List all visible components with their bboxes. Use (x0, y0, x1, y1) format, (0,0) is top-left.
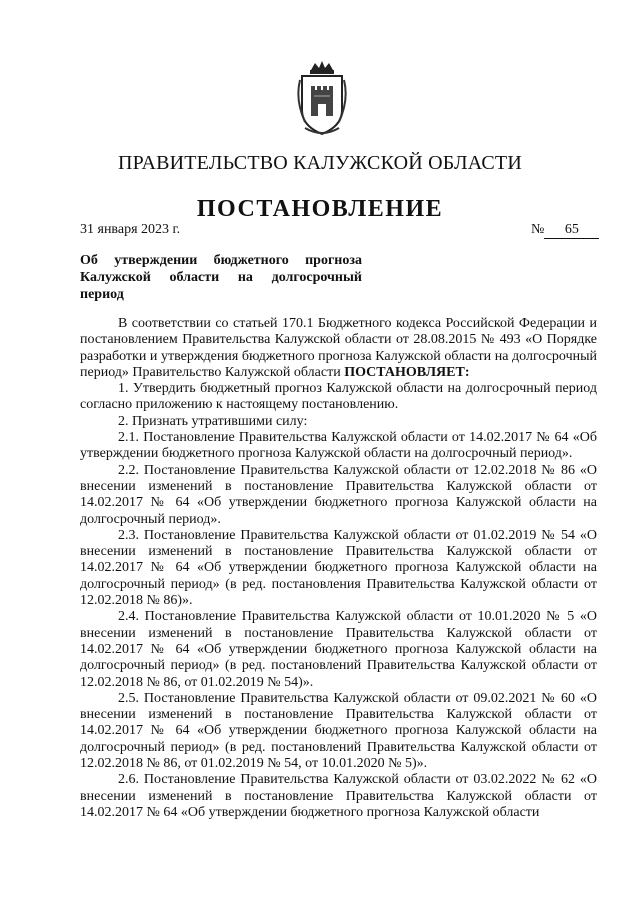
government-name: ПРАВИТЕЛЬСТВО КАЛУЖСКОЙ ОБЛАСТИ (118, 152, 522, 174)
paragraph-2: 2. Признать утратившими силу: (118, 413, 308, 429)
document-number (531, 222, 599, 239)
paragraph-2-3: 2.3. Постановление Правительства Калужской области от 01.02.2019 № 54 «О внесении изменений в постановление Правительства Калужской области от 14.02.2017 № 64 «Об утверждении бюджетного прогноза Калужской области на долгосрочный период» (в ред. постановления Правительства Калужской области от 12.02.2018 № 86)». (80, 527, 597, 609)
number-value: 65 (544, 222, 599, 239)
number-label: № (531, 222, 545, 237)
document-type: ПОСТАНОВЛЕНИЕ (196, 196, 444, 222)
document-subject: Об утверждении бюджетного прогноза Калужской области на долгосрочный период (80, 253, 362, 302)
paragraph-2-1: 2.1. Постановление Правительства Калужской области от 14.02.2017 № 64 «Об утверждении бюджетного прогноза Калужской области на долгосрочный период». (80, 430, 597, 462)
paragraph-1: 1. Утвердить бюджетный прогноз Калужской области на долгосрочный период согласно приложению к настоящему постановлению. (80, 381, 597, 413)
paragraph-2-6: 2.6. Постановление Правительства Калужской области от 03.02.2022 № 62 «О внесении изменений в постановление Правительства Калужской области от 14.02.2017 № 64 «Об утверждении бюджетного прогноза Калужской области (80, 772, 597, 820)
coat-of-arms-icon (297, 60, 347, 138)
document-date: 31 января 2023 г. (80, 222, 181, 237)
intro-resolution: ПОСТАНОВЛЯЕТ: (344, 364, 470, 380)
paragraph-2-5: 2.5. Постановление Правительства Калужской области от 09.02.2021 № 60 «О внесении изменений в постановление Правительства Калужской области от 14.02.2017 № 64 «Об утверждении бюджетного прогноза Калужской области на долгосрочный период» (в ред. постановлений Правительства Калужской области от 12.02.2018 № 86, от 01.02.2019 № 54, от 10.01.2020 № 5)». (80, 690, 597, 772)
paragraph-2-4: 2.4. Постановление Правительства Калужской области от 10.01.2020 № 5 «О внесении изменений в постановление Правительства Калужской области от 14.02.2017 № 64 «Об утверждении бюджетного прогноза Калужской области на долгосрочный период» (в ред. постановлений Правительства Калужской области от 12.02.2018 № 86, от 01.02.2019 № 54)». (80, 609, 597, 690)
document-body (80, 316, 597, 821)
intro-paragraph (80, 316, 597, 381)
intro-text: В соответствии со статьей 170.1 Бюджетного кодекса Российской Федерации и постановлением Правительства Калужской области от 28.08.2015 № 493 «О Порядке разработки и утверждения бюджетного прогноза Калужской области на долгосрочный период» Правительство Калужской области (80, 316, 597, 380)
paragraph-2-2: 2.2. Постановление Правительства Калужской области от 12.02.2018 № 86 «О внесении изменений в постановление Правительства Калужской области от 14.02.2017 № 64 «Об утверждении бюджетного прогноза Калужской области на долгосрочный период». (80, 462, 597, 527)
